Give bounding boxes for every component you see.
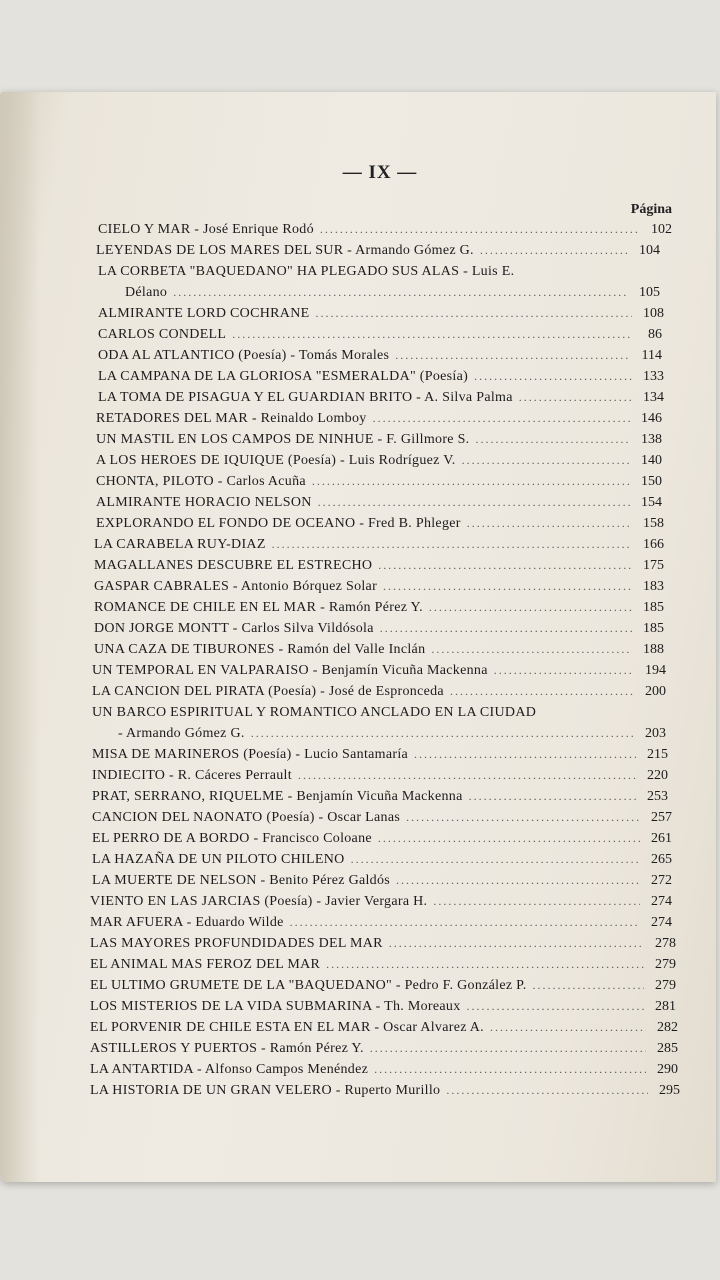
entry-page: 146 [641, 411, 662, 426]
toc-entry [92, 852, 672, 873]
toc-entry [96, 243, 660, 264]
entry-page: 215 [647, 747, 668, 762]
entry-title: Délano [125, 285, 168, 300]
entry-title: CHONTA, PILOTO - Carlos Acuña [96, 474, 306, 489]
entry-page: 188 [643, 642, 664, 657]
entry-page: 104 [639, 243, 660, 258]
toc-entry [125, 285, 660, 306]
entry-title: LA CANCION DEL PIRATA (Poesía) - José de Espronceda [92, 684, 444, 699]
entry-title: UNA CAZA DE TIBURONES - Ramón del Valle Inclán [94, 642, 426, 657]
entry-page: 279 [655, 957, 676, 972]
entry-title: LOS MISTERIOS DE LA VIDA SUBMARINA - Th. Moreaux [90, 999, 461, 1014]
toc-entry [90, 1083, 680, 1104]
entry-title: UN BARCO ESPIRITUAL Y ROMANTICO ANCLADO EN LA CIUDAD [92, 705, 537, 720]
toc-entry [98, 348, 662, 369]
entry-page: 185 [643, 600, 664, 615]
entry-title: CIELO Y MAR - José Enrique Rodó [98, 222, 314, 237]
entry-page: 261 [651, 831, 672, 846]
entry-page: 166 [643, 537, 664, 552]
entry-title: EL PORVENIR DE CHILE ESTA EN EL MAR - Oscar Alvarez A. [90, 1020, 484, 1035]
entry-page: 290 [657, 1062, 678, 1077]
entry-page: 105 [639, 285, 660, 300]
entry-title: ALMIRANTE HORACIO NELSON [96, 495, 312, 510]
entry-page: 175 [643, 558, 664, 573]
toc-entry [92, 810, 672, 831]
entry-title: LA TOMA DE PISAGUA Y EL GUARDIAN BRITO - A. Silva Palma [98, 390, 513, 405]
entry-title: ODA AL ATLANTICO (Poesía) - Tomás Morales [98, 348, 390, 363]
entry-title: LA MUERTE DE NELSON - Benito Pérez Galdós [92, 873, 391, 888]
entry-title: LAS MAYORES PROFUNDIDADES DEL MAR [90, 936, 383, 951]
entry-page: 253 [647, 789, 668, 804]
toc-entry [92, 663, 666, 684]
entry-page: 138 [641, 432, 662, 447]
entry-page: 154 [641, 495, 662, 510]
entry-page: 285 [657, 1041, 678, 1056]
entry-page: 281 [655, 999, 676, 1014]
toc-entry [98, 390, 664, 411]
entry-page: 220 [647, 768, 668, 783]
entry-title: PRAT, SERRANO, RIQUELME - Benjamín Vicuña Mackenna [92, 789, 463, 804]
entry-title: ASTILLEROS Y PUERTOS - Ramón Pérez Y. [90, 1041, 364, 1056]
entry-page: 272 [651, 873, 672, 888]
entry-title: - Armando Gómez G. [118, 726, 245, 741]
page-number: — IX — [342, 162, 418, 183]
toc-entry [94, 642, 664, 663]
entry-page: 133 [643, 369, 664, 384]
entry-title: LA CORBETA "BAQUEDANO" HA PLEGADO SUS ALAS - Luis E. [98, 264, 515, 279]
toc-entry [92, 747, 668, 768]
entry-title: RETADORES DEL MAR - Reinaldo Lomboy [96, 411, 367, 426]
entry-title: CARLOS CONDELL [98, 327, 227, 342]
toc-entry [96, 474, 662, 495]
toc-entry [94, 621, 664, 642]
toc-entry [92, 705, 536, 726]
entry-page: 150 [641, 474, 662, 489]
toc-entry [92, 873, 672, 894]
entry-title: INDIECITO - R. Cáceres Perrault [92, 768, 292, 783]
entry-title: UN TEMPORAL EN VALPARAISO - Benjamín Vicuña Mackenna [92, 663, 488, 678]
entry-page: 185 [643, 621, 664, 636]
toc-entry [90, 999, 676, 1020]
toc-entry [98, 327, 662, 348]
entry-title: CANCION DEL NAONATO (Poesía) - Oscar Lanas [92, 810, 401, 825]
entry-title: LA HISTORIA DE UN GRAN VELERO - Ruperto Murillo [90, 1083, 441, 1098]
entry-page: 265 [651, 852, 672, 867]
toc-entry [90, 1020, 678, 1041]
entry-title: EL ULTIMO GRUMETE DE LA "BAQUEDANO" - Pedro F. González P. [90, 978, 527, 993]
entry-title: MAR AFUERA - Eduardo Wilde [90, 915, 284, 930]
toc-entry [92, 684, 666, 705]
entry-page: 278 [655, 936, 676, 951]
entry-page: 183 [643, 579, 664, 594]
toc-entry [98, 306, 664, 327]
toc-entry [118, 726, 666, 747]
entry-page: 295 [659, 1083, 680, 1098]
toc-entry [96, 516, 664, 537]
entry-page: 200 [645, 684, 666, 699]
entry-page: 86 [648, 327, 662, 342]
page-spine-shadow [0, 92, 40, 1182]
entry-title: A LOS HEROES DE IQUIQUE (Poesía) - Luis Rodríguez V. [96, 453, 456, 468]
entry-page: 140 [641, 453, 662, 468]
entry-title: ALMIRANTE LORD COCHRANE [98, 306, 310, 321]
entry-page: 279 [655, 978, 676, 993]
entry-title: GASPAR CABRALES - Antonio Bórquez Solar [94, 579, 378, 594]
toc-entry [92, 768, 668, 789]
toc-entry [90, 915, 672, 936]
toc-entry [94, 558, 664, 579]
entry-page: 282 [657, 1020, 678, 1035]
toc-entry [90, 1062, 678, 1083]
entry-title: LA HAZAÑA DE UN PILOTO CHILENO [92, 852, 345, 867]
toc-entry [96, 411, 662, 432]
entry-page: 203 [645, 726, 666, 741]
toc-entry [98, 369, 664, 390]
entry-title: LA CARABELA RUY-DIAZ [94, 537, 266, 552]
entry-page: 194 [645, 663, 666, 678]
toc-entry [90, 1041, 678, 1062]
toc-entry [98, 264, 514, 285]
entry-title: MAGALLANES DESCUBRE EL ESTRECHO [94, 558, 373, 573]
toc-entry [96, 495, 662, 516]
entry-title: LEYENDAS DE LOS MARES DEL SUR - Armando Gómez G. [96, 243, 474, 258]
entry-page: 134 [643, 390, 664, 405]
entry-title: EXPLORANDO EL FONDO DE OCEANO - Fred B. Phleger [96, 516, 461, 531]
entry-title: VIENTO EN LAS JARCIAS (Poesía) - Javier Vergara H. [90, 894, 428, 909]
entry-title: LA ANTARTIDA - Alfonso Campos Menéndez [90, 1062, 369, 1077]
toc-entry [92, 789, 668, 810]
entry-title: UN MASTIL EN LOS CAMPOS DE NINHUE - F. Gillmore S. [96, 432, 470, 447]
toc-entry [94, 600, 664, 621]
entry-title: LA CAMPANA DE LA GLORIOSA "ESMERALDA" (Poesía) [98, 369, 469, 384]
toc-entry [90, 936, 676, 957]
toc-entry [90, 957, 676, 978]
entry-page: 274 [651, 894, 672, 909]
toc-entry [92, 831, 672, 852]
entry-page: 102 [651, 222, 672, 237]
entry-title: ROMANCE DE CHILE EN EL MAR - Ramón Pérez Y. [94, 600, 423, 615]
entry-title: MISA DE MARINEROS (Poesía) - Lucio Santamaría [92, 747, 409, 762]
toc-entry [94, 579, 664, 600]
toc-entry [96, 432, 662, 453]
toc-entry [96, 453, 662, 474]
entry-page: 114 [641, 348, 662, 363]
entry-page: 108 [643, 306, 664, 321]
entry-title: EL ANIMAL MAS FEROZ DEL MAR [90, 957, 321, 972]
entry-title: EL PERRO DE A BORDO - Francisco Coloane [92, 831, 372, 846]
entry-page: 158 [643, 516, 664, 531]
toc-entry [90, 894, 672, 915]
toc-entry [98, 222, 672, 243]
page-column-label: Página [630, 202, 672, 217]
toc-entry [90, 978, 676, 999]
toc-entry [94, 537, 664, 558]
entry-page: 257 [651, 810, 672, 825]
entry-page: 274 [651, 915, 672, 930]
entry-title: DON JORGE MONTT - Carlos Silva Vildósola [94, 621, 374, 636]
